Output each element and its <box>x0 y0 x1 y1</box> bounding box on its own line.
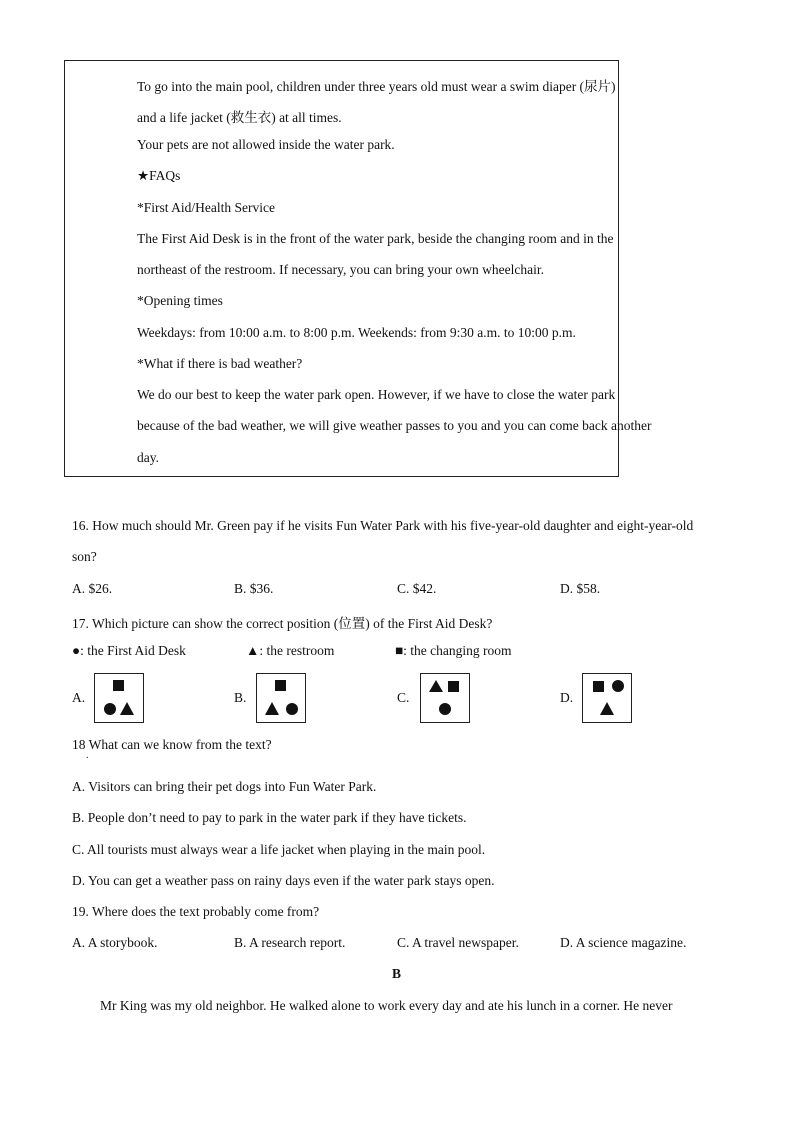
notice-line: because of the bad weather, we will give weather passes to you and you can come back another <box>137 418 652 433</box>
square-icon <box>275 680 286 691</box>
triangle-icon <box>265 702 279 715</box>
square-icon <box>593 681 604 692</box>
notice-line: day. <box>137 450 159 465</box>
q17-option-d-label: D. <box>560 690 574 705</box>
triangle-icon <box>600 702 614 715</box>
legend-changing-room: ■: the changing room <box>395 643 512 658</box>
section-b-heading: B <box>392 966 402 981</box>
faqs-heading: ★FAQs <box>137 168 181 183</box>
q18-option-c: C. All tourists must always wear a life jacket when playing in the main pool. <box>72 842 486 857</box>
q18-option-b: B. People don’t need to pay to park in the water park if they have tickets. <box>72 810 467 825</box>
question-18-dot: . <box>86 750 89 761</box>
square-icon <box>448 681 459 692</box>
circle-icon <box>286 703 298 715</box>
circle-icon <box>104 703 116 715</box>
notice-line: We do our best to keep the water park open. However, if we have to close the water park <box>137 387 616 402</box>
q17-option-d-diagram <box>582 673 632 723</box>
q16-option-c: C. $42. <box>397 581 437 596</box>
question-17: 17. Which picture can show the correct position (位置) of the First Aid Desk? <box>72 616 493 631</box>
triangle-icon <box>120 702 134 715</box>
question-19: 19. Where does the text probably come from? <box>72 904 320 919</box>
q17-option-c-label: C. <box>397 690 410 705</box>
q17-option-b-label: B. <box>234 690 247 705</box>
section-b-first-line: Mr King was my old neighbor. He walked alone to work every day and ate his lunch in a corner. He never <box>100 998 673 1013</box>
question-18: 18 What can we know from the text? <box>72 737 272 752</box>
notice-line: Weekdays: from 10:00 a.m. to 8:00 p.m. Weekends: from 9:30 a.m. to 10:00 p.m. <box>137 325 576 340</box>
legend-first-aid-desk: ●: the First Aid Desk <box>72 643 186 658</box>
circle-icon <box>439 703 451 715</box>
faq-weather-heading: *What if there is bad weather? <box>137 356 303 371</box>
faq-opening-times-heading: *Opening times <box>137 293 223 308</box>
notice-line: The First Aid Desk is in the front of the water park, beside the changing room and in the <box>137 231 614 246</box>
question-16-cont: son? <box>72 549 97 564</box>
q16-option-b: B. $36. <box>234 581 274 596</box>
q16-option-a: A. $26. <box>72 581 113 596</box>
circle-icon <box>612 680 624 692</box>
faq-first-aid-heading: *First Aid/Health Service <box>137 200 275 215</box>
q17-option-b-diagram <box>256 673 306 723</box>
square-icon <box>113 680 124 691</box>
notice-line: To go into the main pool, children under three years old must wear a swim diaper (尿片) <box>137 79 616 94</box>
notice-line: northeast of the restroom. If necessary, you can bring your own wheelchair. <box>137 262 544 277</box>
notice-line: and a life jacket (救生衣) at all times. <box>137 110 342 125</box>
q19-option-c: C. A travel newspaper. <box>397 935 519 950</box>
legend-restroom: ▲: the restroom <box>246 643 335 658</box>
notice-line: Your pets are not allowed inside the water park. <box>137 137 395 152</box>
q18-option-a: A. Visitors can bring their pet dogs into Fun Water Park. <box>72 779 377 794</box>
notice-box <box>64 60 652 477</box>
q17-option-a-label: A. <box>72 690 86 705</box>
triangle-icon <box>429 680 443 692</box>
q17-option-a-diagram <box>94 673 144 723</box>
question-16: 16. How much should Mr. Green pay if he visits Fun Water Park with his five-year-old daughter and eight-year-old <box>72 518 694 533</box>
q16-option-d: D. $58. <box>560 581 601 596</box>
q18-option-d: D. You can get a weather pass on rainy days even if the water park stays open. <box>72 873 495 888</box>
q19-option-d: D. A science magazine. <box>560 935 687 950</box>
q19-option-a: A. A storybook. <box>72 935 158 950</box>
q17-option-c-diagram <box>420 673 470 723</box>
q19-option-b: B. A research report. <box>234 935 346 950</box>
